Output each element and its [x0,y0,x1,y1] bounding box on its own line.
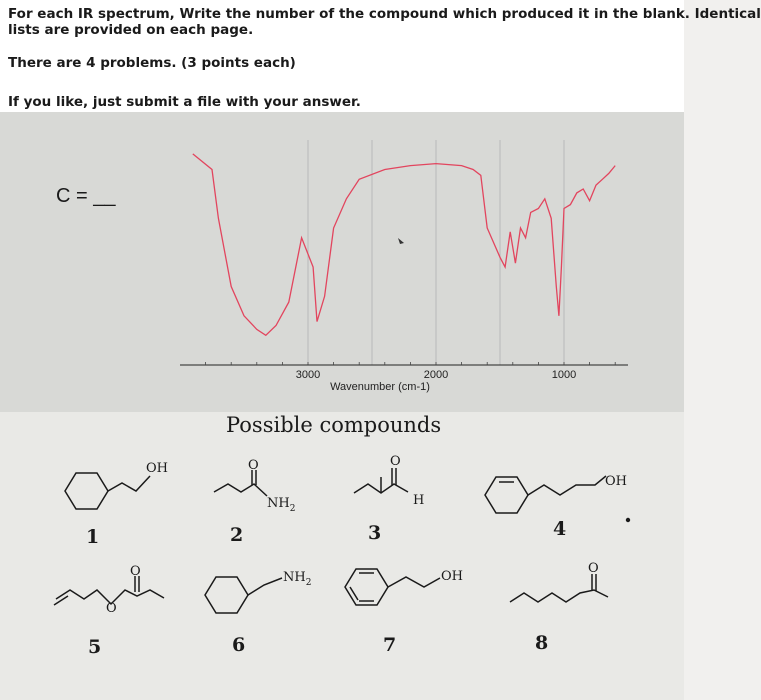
compound-4-structure [485,476,606,513]
answer-blank-label: C = __ [56,185,116,207]
stray-dot [626,518,630,522]
compound-3-number: 3 [368,522,382,544]
spectrum-line [193,154,615,335]
compound-1-label: OH [146,461,168,476]
x-axis-title: Wavenumber (cm-1) [330,381,430,393]
compound-2-label: $NH_2$ [267,496,296,514]
x-tick-label: 1000 [551,369,577,381]
compound-8-structure [510,574,608,602]
x-tick-label: 2000 [423,369,449,381]
compound-5-number: 5 [88,636,102,658]
compound-3-label: H [413,493,425,508]
instruction-line-1: For each IR spectrum, Write the number of the compound which produced it in the blank. Identical [8,6,761,22]
compound-6-label: $NH_2$ [283,570,312,588]
compound-2-structure [214,470,267,496]
oxygen-atom-label: O [588,561,599,576]
compound-6-structure [205,577,282,613]
compound-structures [0,412,684,700]
oxygen-atom-label: O [248,458,259,473]
compound-7-structure [345,569,440,605]
submit-line: If you like, just submit a file with your answer. [8,94,361,110]
compound-3-structure [354,468,408,493]
spectrum-grid [308,140,564,365]
compound-7-number: 7 [383,634,397,656]
oxygen-atom-label: O [106,601,117,616]
points-line: There are 4 problems. (3 points each) [8,55,296,71]
x-tick-label: 3000 [295,369,321,381]
oxygen-atom-label: O [130,564,141,579]
compound-1-number: 1 [86,526,100,548]
compound-7-label: OH [441,569,463,584]
compound-1-structure [65,473,150,509]
compound-2-number: 2 [230,524,244,546]
instruction-line-2: lists are provided on each page. [8,22,254,38]
possible-compounds-title: Possible compounds [226,413,442,437]
compound-8-number: 8 [535,632,549,654]
compound-4-label: OH [605,474,627,489]
oxygen-atom-label: O [390,454,401,469]
compound-6-number: 6 [232,634,246,656]
compound-4-number: 4 [553,518,567,540]
cursor-arrow-icon [398,238,404,244]
